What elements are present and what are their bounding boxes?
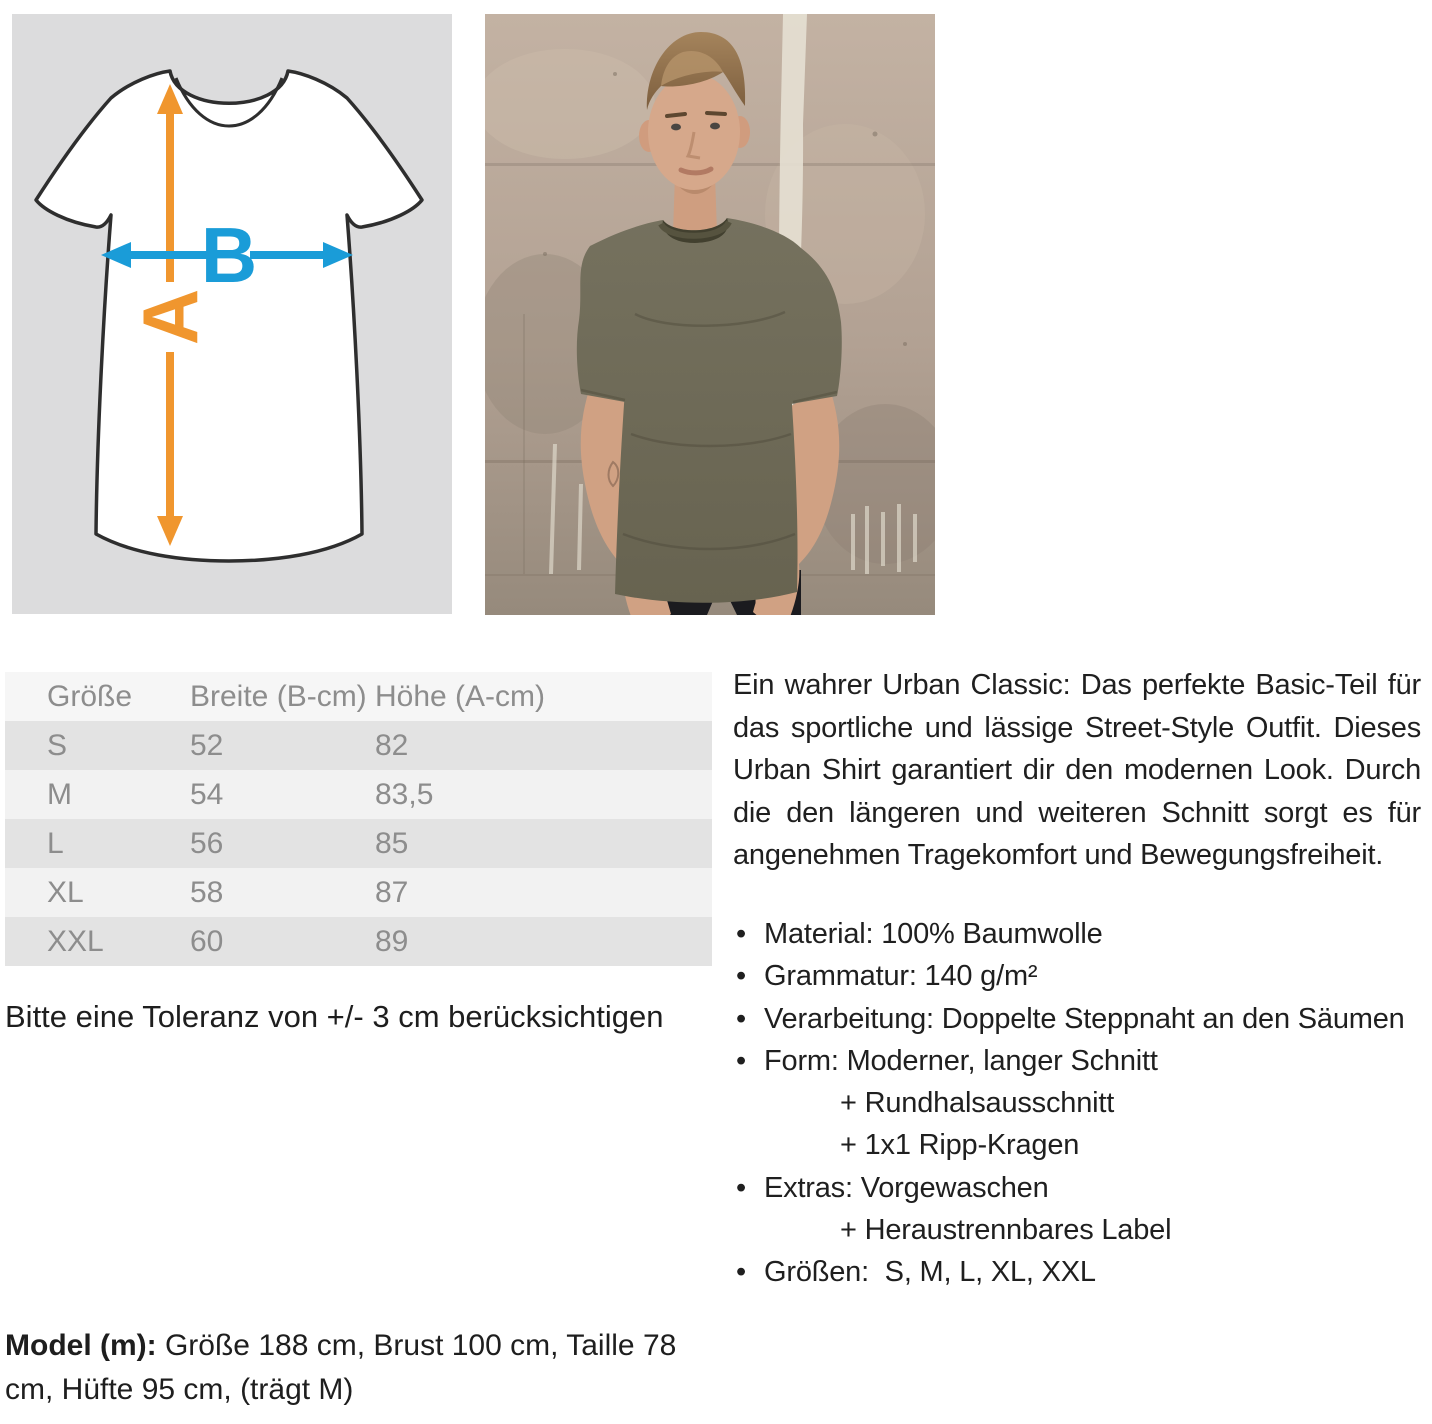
feature-list	[733, 913, 1421, 1294]
product-description-column	[733, 664, 1421, 1294]
list-subitem: + Rundhalsausschnitt	[840, 1087, 1115, 1120]
bullet-icon: •	[736, 917, 746, 950]
width-cell: 52	[190, 728, 224, 762]
bullet-icon: •	[736, 1171, 746, 1204]
list-item: • Verarbeitung: Doppelte Steppnaht an den Säumen	[733, 998, 1421, 1040]
height-cell: 83,5	[375, 777, 434, 811]
col-header-hoehe: Höhe (A-cm)	[375, 679, 546, 713]
col-header-breite: Breite (B-cm)	[190, 679, 367, 713]
size-cell: L	[47, 826, 64, 860]
size-cell: XL	[47, 875, 84, 909]
model-info-label: Model (m):	[5, 1329, 157, 1362]
size-table	[5, 672, 712, 966]
table-row	[5, 721, 712, 770]
width-cell: 60	[190, 924, 224, 958]
width-cell: 58	[190, 875, 224, 909]
label-b: B	[200, 211, 258, 299]
label-a: A	[126, 288, 214, 346]
bullet-icon: •	[736, 1044, 746, 1077]
width-cell: 56	[190, 826, 224, 860]
list-subitem: + 1x1 Ripp-Kragen	[840, 1129, 1080, 1162]
table-row	[5, 819, 712, 868]
model-info	[5, 1324, 729, 1412]
list-item: • Grammatur: 140 g/m²	[733, 955, 1421, 997]
height-cell: 82	[375, 728, 409, 762]
height-cell: 89	[375, 924, 409, 958]
size-cell: S	[47, 728, 68, 762]
table-row	[5, 868, 712, 917]
model-info-text: Größe 188 cm, Brust 100 cm, Taille 78 cm, Hüfte 95 cm, (trägt M)	[5, 1329, 677, 1406]
model-photo-illustration	[485, 14, 935, 615]
table-row	[5, 917, 712, 966]
list-item: • Form: Moderner, langer Schnitt	[733, 1040, 1421, 1082]
size-cell: XXL	[47, 924, 104, 958]
height-cell: 85	[375, 826, 409, 860]
tolerance-note: Bitte eine Toleranz von +/- 3 cm berücksichtigen	[5, 999, 664, 1034]
bullet-icon: •	[736, 1002, 746, 1035]
size-diagram-graphic	[12, 14, 452, 614]
list-subitem: + Heraustrennbares Label	[840, 1214, 1172, 1247]
list-item: • Material: 100% Baumwolle	[733, 913, 1421, 955]
list-item: • Größen: S, M, L, XL, XXL	[733, 1251, 1421, 1293]
size-diagram	[12, 14, 452, 614]
table-row	[5, 770, 712, 819]
bullet-icon: •	[736, 960, 746, 993]
size-cell: M	[47, 777, 72, 811]
width-cell: 54	[190, 777, 224, 811]
height-cell: 87	[375, 875, 409, 909]
bullet-icon: •	[736, 1256, 746, 1289]
list-item: • Extras: Vorgewaschen	[733, 1167, 1421, 1209]
product-description: Ein wahrer Urban Classic: Das perfekte Basic-Teil für das sportliche und lässige Street-Style Outfit. Dieses Urban Shirt garantiert dir den modernen Look. Durch die den längeren und weiteren Schnitt sorgt es für angenehmen Tragekomfort und Bewegungsfreiheit.	[733, 669, 1421, 872]
model-photo	[485, 14, 935, 615]
col-header-groesse: Größe	[47, 679, 133, 713]
size-table-header-row	[5, 672, 712, 721]
